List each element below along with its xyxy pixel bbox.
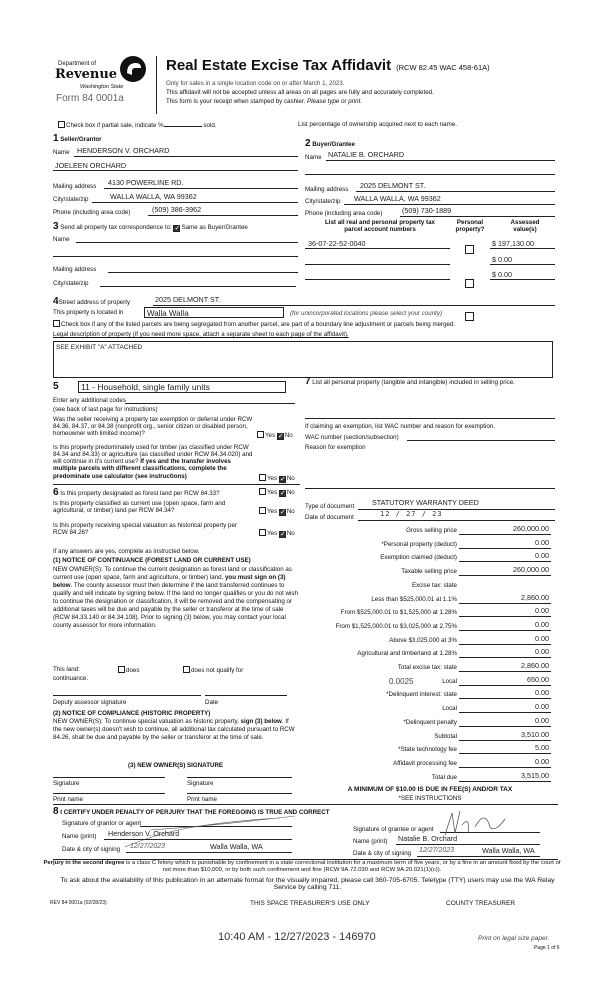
located-note: (for unincorporated locations please select your county) bbox=[290, 310, 443, 317]
legal-description-box[interactable] bbox=[53, 341, 553, 378]
this-land-label: This land: bbox=[53, 666, 80, 673]
date-city-label-grantor: Date & city of signing bbox=[62, 846, 121, 853]
continuance-label: continuance. bbox=[53, 675, 89, 682]
percent-note: List percentage of ownership acquired next to each name. bbox=[298, 121, 457, 128]
tax-row-label: Excise tax: state bbox=[411, 581, 457, 589]
tax-row-value[interactable]: 260,000.00 bbox=[513, 565, 549, 575]
personal-property-label: List all personal property (tangible and intangible) included in selling price. bbox=[312, 379, 515, 386]
state-label: Washington State bbox=[80, 84, 124, 90]
buyer-mail-field[interactable]: 2025 DELMONT ST. bbox=[360, 181, 426, 190]
signature-label-2: Signature bbox=[187, 780, 214, 787]
grantor-date-field[interactable]: 12/27/2023 bbox=[130, 843, 166, 850]
exemption-note: If claiming an exemption, list WAC number and reason for exemption. bbox=[305, 423, 495, 430]
seller-mail-field[interactable]: 4130 POWERLINE RD. bbox=[108, 178, 184, 187]
tax-row-label: Taxable selling price bbox=[401, 568, 457, 576]
legal-description-text: SEE EXHIBIT "A" ATTACHED bbox=[56, 344, 143, 351]
tax-row-label: *Personal property (deduct) bbox=[381, 540, 457, 548]
buyer-phone-label: Phone (including area code) bbox=[305, 210, 383, 217]
print-name-label-1: Print name bbox=[53, 796, 83, 803]
no-label: No bbox=[286, 530, 295, 537]
personal-property-checkbox[interactable] bbox=[465, 279, 474, 288]
buyer-mail-label: Mailing address bbox=[305, 186, 349, 193]
section-6-number: 6 bbox=[53, 487, 59, 498]
personal-property-checkbox[interactable] bbox=[465, 245, 474, 254]
segregate-checkbox[interactable] bbox=[53, 320, 455, 328]
n1-text-bold: you must sign on (3) below bbox=[53, 574, 286, 590]
no-label: No bbox=[286, 508, 295, 515]
n1-text-a: NEW OWNER(S): To continue the current designation as forest land or classification as current use (open space, farm and agriculture, or timber) land, bbox=[53, 566, 292, 582]
historic-question: Is this property receiving special valuation as historical property per RCW 84.26? bbox=[53, 522, 237, 537]
tax-row-label: Local bbox=[442, 677, 457, 685]
seller-phone-field[interactable]: (509) 386-3962 bbox=[152, 205, 202, 214]
does-not-label: does not qualify for bbox=[191, 667, 244, 674]
notice-3-title: (3) NEW OWNER(S) SIGNATURE bbox=[127, 762, 224, 769]
street-label: Street address of property bbox=[58, 299, 131, 306]
date-city-label-grantee: Date & city of signing bbox=[353, 850, 412, 857]
no-label: No bbox=[286, 489, 295, 496]
agency-logo-text: Revenue bbox=[55, 67, 118, 82]
yes-checkbox[interactable] bbox=[259, 507, 266, 514]
parcel-header-1: List all real and personal property tax bbox=[324, 219, 436, 226]
tax-row-label: Local bbox=[442, 705, 457, 713]
addl-codes-label: Enter any additional codes bbox=[53, 397, 126, 404]
tax-row-value[interactable]: 0.00 bbox=[535, 633, 549, 643]
tax-row-value[interactable]: 0.00 bbox=[535, 537, 549, 547]
tax-row-label: From $525,000.01 to $1,525,000 at 1.28% bbox=[340, 609, 457, 617]
same-as-buyer-label: Same as Buyer/Grantee bbox=[181, 224, 248, 231]
tax-row-label: Agricultural and timberland at 1.28% bbox=[357, 650, 457, 658]
checkbox-icon[interactable] bbox=[53, 320, 60, 327]
assessed-header-1: Assessed bbox=[510, 219, 540, 226]
parcel-number-field[interactable]: 36-07-22-52-0040 bbox=[308, 239, 366, 248]
deputy-sig-label: Deputy assessor signature bbox=[53, 699, 127, 706]
personal-header-2: property? bbox=[455, 226, 485, 234]
n2-text-bold: sign (3) below bbox=[240, 718, 282, 725]
page-number: Page 1 of 6 bbox=[534, 945, 560, 951]
minimum-note: A MINIMUM OF $10.00 IS DUE IN FEE(S) AND/OR TAX bbox=[347, 786, 513, 793]
notice-1-title: (1) NOTICE OF CONTINUANCE (FOREST LAND OR CURRENT USE) bbox=[53, 557, 251, 564]
recording-stamp: 10:40 AM - 12/27/2023 - 146970 bbox=[218, 931, 376, 943]
timber-question bbox=[53, 444, 255, 480]
buyer-city-field[interactable]: WALLA WALLA, WA 99362 bbox=[354, 194, 441, 203]
seller-name2-field[interactable]: JOELEEN ORCHARD bbox=[55, 161, 127, 170]
see-back-label: (see back of last page for instructions) bbox=[53, 406, 158, 413]
timber-question-text: Is this property predominately used for timber (as classified under RCW 84.34 and 84.33) or agriculture (as classified under RCW 84.34.020) and will continue in it's current use? bbox=[53, 444, 253, 466]
located-label: This property is located in bbox=[53, 309, 124, 316]
no-checkbox[interactable]: ✓ bbox=[279, 476, 286, 483]
perjury-text: is a class C felony which is punishable by confinement in a state correctional institution for a maximum term of five years, or by a fine in an amount fixed by the court of not more than $10,000, or by both such confinement and fine (RCW 9A.72.030 and RCW 9A.20.021(1)(c)). bbox=[126, 860, 561, 873]
wac-label: WAC number (section/subsection) bbox=[305, 434, 399, 441]
tax-row-label: *Delinquent penalty bbox=[403, 718, 457, 726]
does-not-checkbox[interactable] bbox=[183, 666, 190, 673]
title-line bbox=[166, 57, 490, 74]
header-divider bbox=[156, 56, 157, 114]
section-7-number: 7 bbox=[305, 376, 311, 387]
tax-row-value[interactable]: 0.00 bbox=[535, 647, 549, 657]
tax-row-label: *Delinquent interest: state bbox=[386, 691, 457, 699]
yes-label: Yes bbox=[267, 530, 278, 537]
legal-label: Legal description of property (if you need more space, attach a separate sheet to each page of the affidavit). bbox=[53, 331, 349, 338]
seller-city-field[interactable]: WALLA WALLA, WA 99362 bbox=[110, 192, 197, 201]
name-print-label-grantor: Name (print) bbox=[62, 833, 97, 840]
assessed-header-2: value(s) bbox=[513, 226, 537, 234]
street-field[interactable]: 2025 DELMONT ST. bbox=[155, 295, 221, 304]
tax-row-value[interactable]: 2,860.00 bbox=[521, 592, 549, 602]
sold-label: sold. bbox=[203, 122, 217, 129]
exemption-question: Was the seller receiving a property tax exemption or deferral under RCW 84.36, 84.37, or 84.38 (nonprofit org., senior citizen or disabled person, homeowner with limited income)? bbox=[53, 416, 253, 438]
section-5-number: 5 bbox=[53, 381, 59, 392]
seller-name-field[interactable]: HENDERSON V. ORCHARD bbox=[77, 146, 170, 155]
tax-row-value[interactable]: 5.00 bbox=[535, 743, 549, 753]
parcel-header-2: parcel account numbers bbox=[344, 226, 416, 234]
tax-row-label: Above $3,025,000 at 3% bbox=[389, 636, 457, 644]
form-number: Form 84 0001a bbox=[56, 93, 124, 104]
sig-grantor-label: Signature of grantor or agent bbox=[62, 820, 142, 827]
no-label: No bbox=[286, 475, 295, 482]
tax-row-value[interactable]: 260,000.00 bbox=[513, 524, 549, 533]
buyer-title: Buyer/Grantee bbox=[312, 141, 355, 148]
corr-city-label: City/state/zip bbox=[53, 280, 89, 287]
dept-label: Department of bbox=[58, 61, 97, 67]
tax-row-label: Affidavit processing fee bbox=[393, 759, 457, 767]
tax-row-label: Gross selling price bbox=[406, 527, 457, 534]
doc-date-field[interactable]: 12 / 27 / 23 bbox=[380, 510, 443, 518]
tax-row-label: Total due bbox=[431, 773, 457, 781]
no-checkbox[interactable]: ✓ bbox=[279, 509, 286, 516]
buyer-phone-field[interactable]: (509) 730-1889 bbox=[402, 206, 452, 215]
tax-row-label: Exemption claimed (deduct) bbox=[380, 554, 457, 562]
local-rate: 0.0025 bbox=[389, 676, 414, 686]
dor-logo-icon bbox=[118, 54, 148, 84]
partial-sale-label: Check box if partial sale, indicate % bbox=[66, 122, 164, 129]
tax-row-label: *State technology fee bbox=[398, 746, 457, 754]
doc-date-label: Date of document bbox=[305, 514, 354, 521]
n1-text-b: . The county assessor must then determine if the land transferred continues to qualify and will indicate by signing below. If the land no longer qualifies or you do not wish to continue the designation or classification, it will be removed and the compensating or additional taxes will be due and payable by the seller or transferor at the time of sale (RCW 84.33.140 or 84.34.108). Prior to signing (3) below, you may contact your local county assessor for more information. bbox=[53, 582, 298, 630]
yes-checkbox[interactable] bbox=[259, 488, 266, 495]
corr-mail-label: Mailing address bbox=[53, 266, 97, 273]
corr-name-label: Name bbox=[53, 236, 70, 243]
section-3-number: 3 bbox=[53, 221, 59, 232]
tax-row-label: Subtotal bbox=[434, 732, 457, 740]
tax-row-value[interactable]: 0.00 bbox=[535, 619, 549, 629]
if-yes-note: If any answers are yes, complete as instructed below. bbox=[53, 548, 200, 555]
yes-checkbox[interactable] bbox=[257, 431, 264, 438]
assessed-value-field[interactable]: $ 0.00 bbox=[492, 254, 512, 264]
assessed-value-field[interactable]: $ 197,130.00 bbox=[492, 239, 534, 248]
page-title: Real Estate Excise Tax Affidavit bbox=[166, 57, 392, 74]
subtitle-3 bbox=[166, 98, 362, 105]
reason-label: Reason for exemption bbox=[305, 444, 366, 451]
perjury-note bbox=[42, 860, 562, 874]
grantee-date-field[interactable]: 12/27/2023 bbox=[419, 847, 455, 854]
tax-row-value[interactable]: 0.00 bbox=[535, 715, 549, 725]
assessed-value-field[interactable]: $ 0.00 bbox=[492, 270, 512, 279]
yes-checkbox[interactable] bbox=[259, 529, 266, 536]
forest-question: Is this property designated as forest land per RCW 84.33? bbox=[60, 490, 220, 497]
rev-number: REV 84 0001a (02/28/23) bbox=[50, 900, 107, 906]
same-as-buyer-checkbox[interactable]: ✓ bbox=[174, 225, 181, 232]
deputy-date-label: Date bbox=[205, 699, 219, 706]
grantor-name-field[interactable]: Henderson V. Orchard bbox=[108, 829, 180, 838]
yes-label: Yes bbox=[265, 432, 276, 439]
personal-header-1: Personal bbox=[456, 219, 484, 226]
subtitle-3-italic: Please type or print. bbox=[307, 98, 363, 105]
print-legal-note: Print on legal size paper. bbox=[478, 935, 550, 942]
seller-name-label: Name bbox=[53, 149, 70, 156]
does-label: does bbox=[126, 667, 140, 674]
personal-property-checkbox[interactable] bbox=[465, 312, 474, 321]
tax-row-value[interactable]: 2,860.00 bbox=[521, 661, 549, 670]
grantee-city-field[interactable]: Walla Walla, WA bbox=[482, 846, 535, 855]
treasurer-use: THIS SPACE TREASURER'S USE ONLY bbox=[250, 900, 370, 907]
tax-row-value[interactable]: 0.00 bbox=[535, 551, 549, 561]
tax-row-value[interactable]: 3,510.00 bbox=[521, 729, 549, 739]
partial-sale-checkbox[interactable] bbox=[58, 121, 217, 129]
tax-row-label: Less than $525,000.01 at 1.1% bbox=[371, 595, 457, 603]
yes-label: Yes bbox=[267, 508, 278, 515]
corr-label: Send all property tax correspondence to: bbox=[60, 224, 172, 231]
no-checkbox[interactable]: ✓ bbox=[279, 490, 286, 497]
segregate-label: Check box if any of the listed parcels are being segregated from another parcel, are part of a boundary line adjustment or parcels being merged. bbox=[61, 321, 456, 328]
notice-1-text bbox=[53, 566, 298, 631]
notice-2-text bbox=[53, 718, 298, 742]
no-checkbox[interactable]: ✓ bbox=[277, 433, 284, 440]
no-label: No bbox=[284, 432, 293, 439]
section-2-number: 2 bbox=[305, 138, 311, 149]
current-use-question: Is this property classified as current use (open space, farm and agricultural, or timber) land per RCW 84.34? bbox=[53, 500, 226, 515]
county-select[interactable]: Walla Walla bbox=[144, 307, 284, 318]
section-4-number: 4 bbox=[53, 296, 59, 307]
seller-mail-label: Mailing address bbox=[53, 183, 97, 190]
tax-row-label: From $1,525,000.01 to $3,025,000 at 2.75% bbox=[335, 622, 457, 630]
tax-row-value[interactable]: 0.00 bbox=[535, 606, 549, 616]
tax-row-value[interactable]: 3,515.00 bbox=[521, 770, 549, 780]
grantor-city-field[interactable]: Walla Walla, WA bbox=[210, 842, 263, 851]
county-treasurer: COUNTY TREASURER bbox=[446, 900, 516, 907]
yes-label: Yes bbox=[267, 489, 278, 496]
land-use-code-select[interactable]: 11 - Household, single family units bbox=[78, 381, 286, 393]
q2-answer bbox=[259, 474, 295, 483]
grantee-name-field[interactable]: Natalie B. Orchard bbox=[398, 834, 458, 843]
n2-text-b: . If the new owner(s) doesn't wish to continue, all additional tax calculated pursuant to RCW 84.26, shall be due and payable by the seller or transferor at the time of sale. bbox=[53, 718, 295, 742]
timber-question-bold: If yes and the transfer involves multiple parcels with different classifications, complete the predominate use calculator (see instructions) bbox=[53, 458, 231, 480]
subtitle-1: Only for sales in a single location code on or after March 1, 2023. bbox=[166, 80, 345, 87]
subtitle-3-text: This form is your receipt when stamped by cashier. bbox=[166, 98, 306, 105]
section-8-number: 8 bbox=[53, 806, 59, 817]
n2-text-a: NEW OWNER(S): To continue special valuation as historic property, bbox=[53, 718, 239, 725]
seller-city-label: City/state/zip bbox=[53, 196, 89, 203]
doc-type-field[interactable]: STATUTORY WARRANTY DEED bbox=[372, 498, 479, 507]
buyer-name-field[interactable]: NATALIE B. ORCHARD bbox=[328, 150, 405, 159]
yes-label: Yes bbox=[267, 475, 278, 482]
tax-row-value[interactable]: 0.00 bbox=[535, 688, 549, 698]
yes-checkbox[interactable] bbox=[259, 474, 266, 481]
parcel-header bbox=[310, 219, 450, 233]
print-name-label-2: Print name bbox=[187, 796, 217, 803]
seller-title: Seller/Grantor bbox=[60, 136, 102, 143]
tax-row-value[interactable]: 0.00 bbox=[535, 756, 549, 766]
signature-label-1: Signature bbox=[53, 780, 80, 787]
name-print-label-grantee: Name (print) bbox=[353, 838, 388, 845]
notice-2-title: (2) NOTICE OF COMPLIANCE (HISTORIC PROPERTY) bbox=[53, 710, 211, 717]
buyer-name-label: Name bbox=[305, 154, 322, 161]
tax-row-value[interactable]: 650.00 bbox=[527, 674, 549, 684]
no-checkbox[interactable]: ✓ bbox=[279, 531, 286, 538]
does-checkbox[interactable] bbox=[118, 666, 125, 673]
perjury-bold: Perjury in the second degree bbox=[43, 860, 125, 866]
alt-format-note: To ask about the availability of this publication in an alternate format for the visually impaired, please call 360-705-6705. Teletype (TTY) users may use the WA Relay Service by calling 711. bbox=[60, 877, 555, 892]
q1-answer bbox=[257, 431, 293, 440]
tax-row-value[interactable]: 0.00 bbox=[535, 702, 549, 712]
doc-type-label: Type of document bbox=[305, 503, 355, 510]
seller-phone-label: Phone (including area code) bbox=[53, 209, 131, 216]
certify-label: I CERTIFY UNDER PENALTY OF PERJURY THAT THE FOREGOING IS TRUE AND CORRECT bbox=[60, 809, 330, 816]
sig-grantee-label: Signature of grantee or agent bbox=[353, 826, 434, 833]
see-instructions: *SEE INSTRUCTIONS bbox=[398, 795, 462, 802]
section-1-number: 1 bbox=[53, 133, 59, 144]
tax-row-label: Total excise tax: state bbox=[397, 664, 457, 671]
buyer-city-label: City/state/zip bbox=[305, 198, 341, 205]
subtitle-2: This affidavit will not be accepted unless all areas on all pages are fully and accurately completed. bbox=[166, 89, 434, 96]
citation: (RCW 82.45 WAC 458-61A) bbox=[396, 63, 490, 72]
checkbox-icon[interactable] bbox=[58, 121, 65, 128]
